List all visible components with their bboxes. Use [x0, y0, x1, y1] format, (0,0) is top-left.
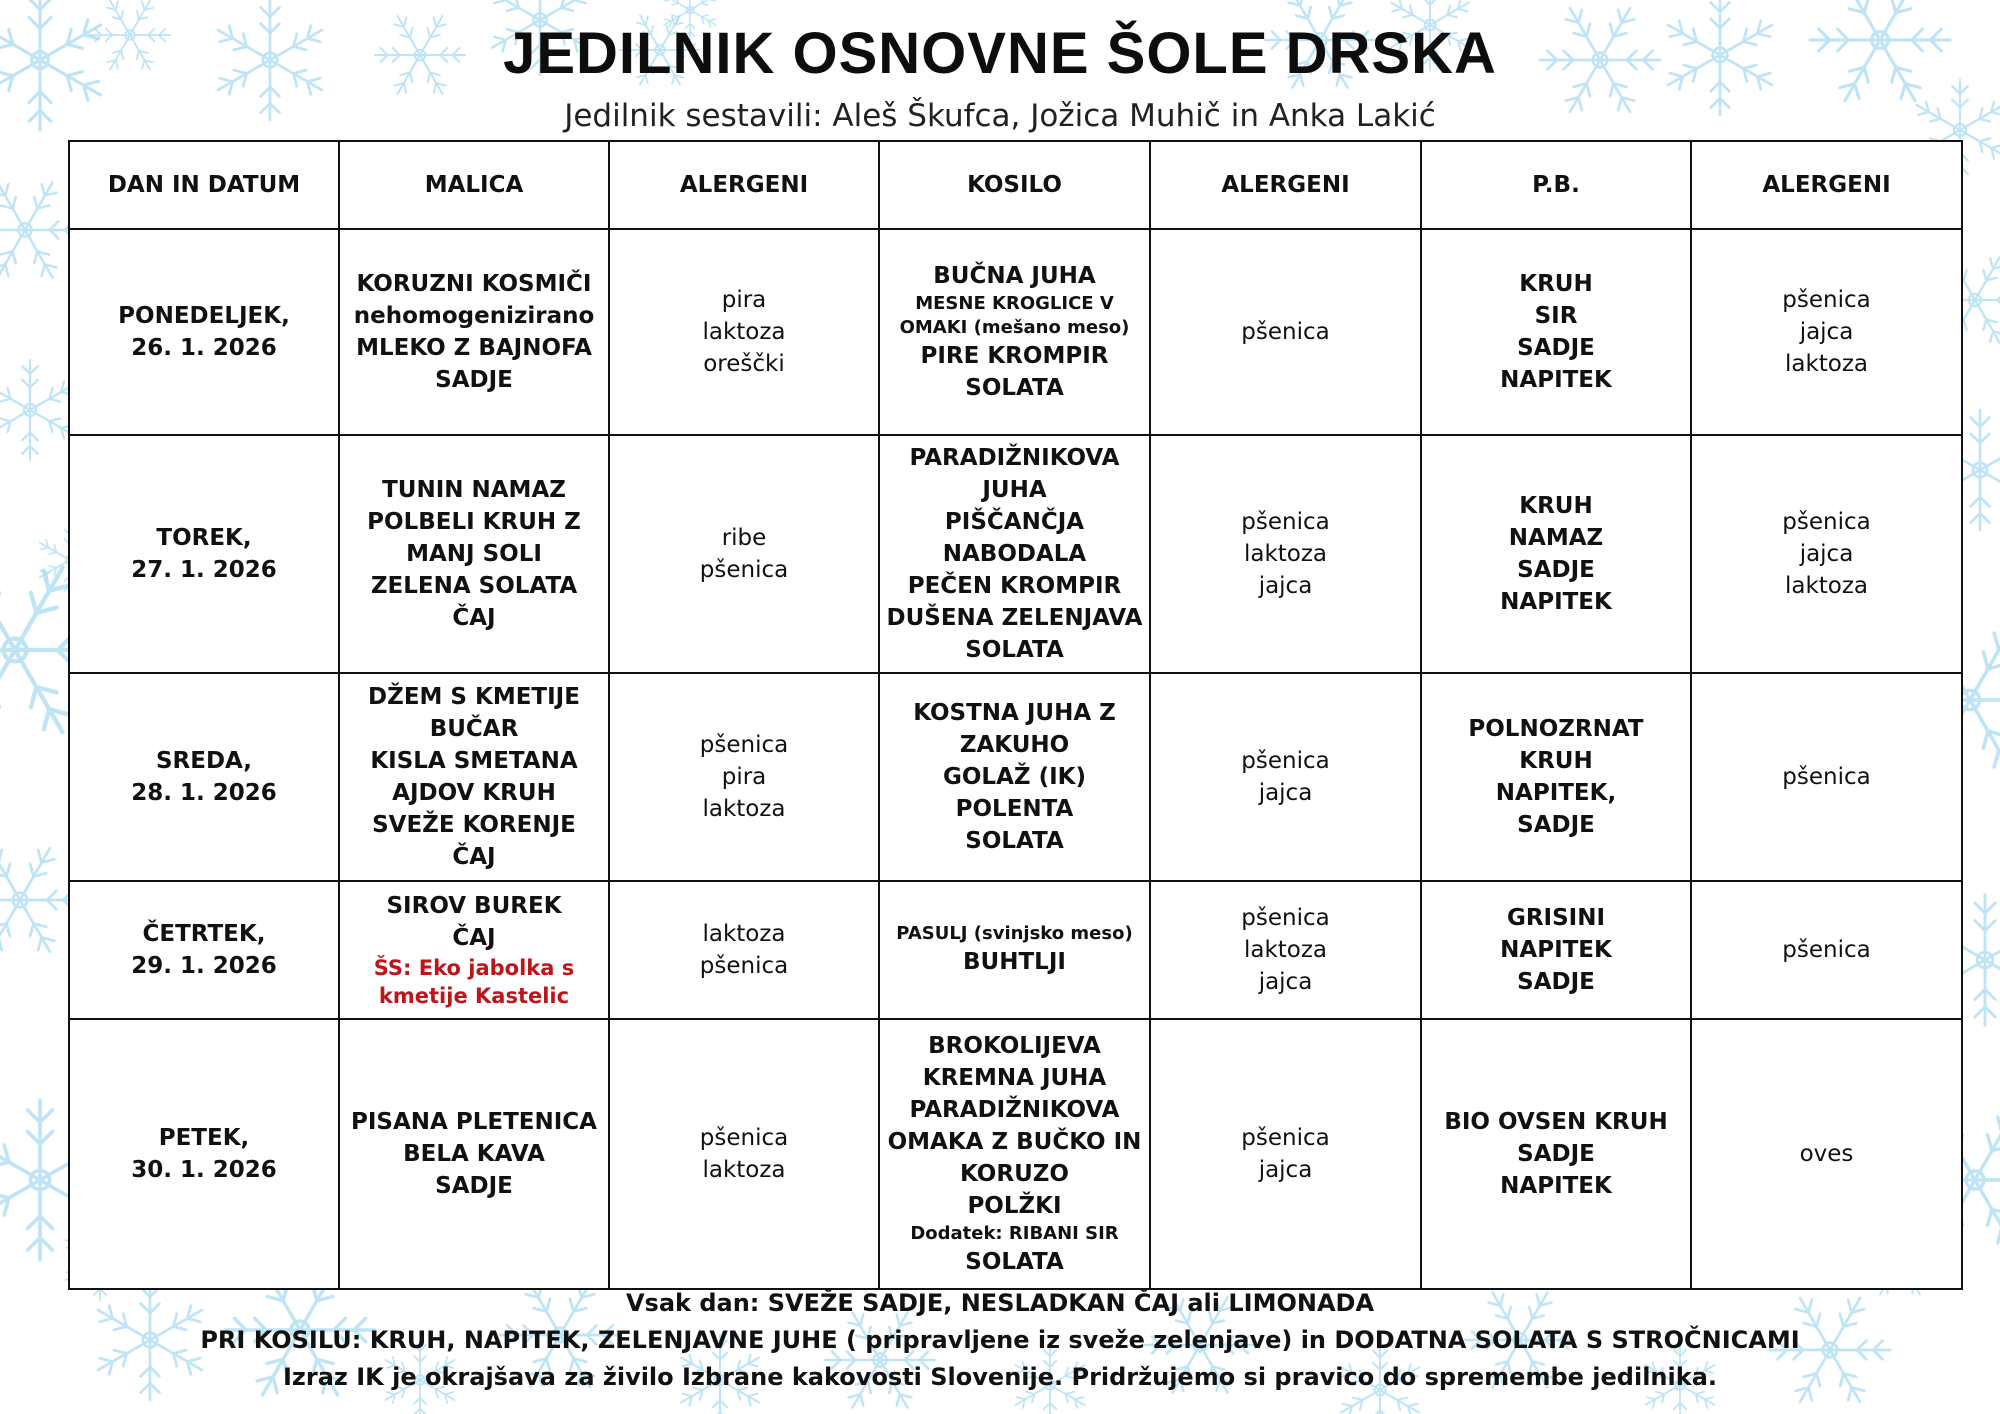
day-cell: [69, 673, 339, 881]
table-row: [69, 673, 1962, 881]
kosilo-item: SOLATA: [965, 828, 1064, 854]
allergen-item: pšenica: [699, 1125, 789, 1151]
kosilo-item: PASULJ (svinjsko meso): [896, 923, 1133, 944]
day-label: 29. 1. 2026: [131, 953, 277, 979]
kosilo-cell: [879, 1019, 1150, 1289]
kosilo-alergeni-cell: [1150, 1019, 1421, 1289]
malica-item: MANJ SOLI: [406, 541, 542, 567]
snowflake-icon: [0, 360, 73, 460]
allergen-item: jajca: [1258, 1157, 1313, 1183]
footer-line-daily: Vsak dan: SVEŽE SADJE, NESLADKAN ČAJ ali LIMONADA: [625, 1289, 1375, 1317]
day-label: 27. 1. 2026: [131, 557, 277, 583]
allergen-item: laktoza: [702, 319, 786, 345]
kosilo-item: DUŠENA ZELENJAVA: [886, 605, 1143, 631]
malica-item: SADJE: [435, 1173, 513, 1199]
allergen-item: jajca: [1799, 541, 1854, 567]
kosilo-item: KOSTNA JUHA Z: [913, 700, 1116, 726]
kosilo-item: PIRE KROMPIR: [920, 343, 1109, 369]
malica-item: ČAJ: [452, 925, 496, 951]
pb-item: SIR: [1534, 303, 1578, 329]
malica-item: SVEŽE KORENJE: [372, 812, 576, 838]
kosilo-cell: [879, 435, 1150, 673]
table-row: [69, 1019, 1962, 1289]
kosilo-item: ZAKUHO: [959, 732, 1070, 758]
day-label: 30. 1. 2026: [131, 1157, 277, 1183]
kosilo-alergeni-cell: [1150, 435, 1421, 673]
pb-item: NAPITEK: [1500, 367, 1612, 393]
column-header-day: DAN IN DATUM: [69, 141, 339, 229]
allergen-item: pšenica: [699, 953, 789, 979]
kosilo-item: OMAKI (mešano meso): [899, 317, 1130, 338]
pb-item: KRUH: [1519, 493, 1593, 519]
kosilo-item: PIŠČANČJA: [944, 509, 1085, 535]
page-subtitle: Jedilnik sestavili: Aleš Škufca, Jožica Muhič in Anka Lakić: [564, 98, 1436, 134]
footer-line-ik: Izraz IK je okrajšava za živilo Izbrane kakovosti Slovenije. Pridržujemo si pravico do spremembe jedilnika.: [282, 1363, 1718, 1391]
day-label: SREDA,: [155, 748, 253, 774]
day-label: PONEDELJEK,: [118, 303, 290, 329]
kosilo-cell: [879, 229, 1150, 435]
allergen-item: jajca: [1258, 573, 1313, 599]
malica-item: AJDOV KRUH: [392, 780, 556, 806]
kosilo-item: KREMNA JUHA: [922, 1065, 1107, 1091]
pb-item: NAPITEK: [1500, 1173, 1612, 1199]
allergen-item: oves: [1799, 1141, 1854, 1167]
kosilo-item: Dodatek: RIBANI SIR: [910, 1223, 1119, 1244]
day-label: PETEK,: [158, 1125, 250, 1151]
allergen-item: pira: [721, 764, 767, 790]
footer-notes: [0, 1285, 2000, 1396]
malica-item: BELA KAVA: [403, 1141, 545, 1167]
table-row: [69, 229, 1962, 435]
malica-item: SIROV BUREK: [386, 893, 562, 919]
allergen-item: jajca: [1258, 780, 1313, 806]
allergen-item: pšenica: [1782, 937, 1871, 963]
header-row: [69, 141, 1962, 229]
day-label: 28. 1. 2026: [131, 780, 277, 806]
kosilo-item: SOLATA: [965, 637, 1064, 663]
malica-cell: [339, 673, 609, 881]
column-header-kosilo: KOSILO: [879, 141, 1150, 229]
allergen-item: laktoza: [702, 921, 786, 947]
malica-note: ŠS: Eko jabolka s: [373, 956, 575, 980]
allergen-item: jajca: [1258, 969, 1313, 995]
allergen-item: laktoza: [1784, 351, 1869, 377]
pb-item: BIO OVSEN KRUH: [1444, 1109, 1668, 1135]
kosilo-item: SOLATA: [965, 375, 1064, 401]
malica-item: ZELENA SOLATA: [370, 573, 578, 599]
allergen-item: pšenica: [1782, 509, 1871, 535]
pb-alergeni-cell: [1691, 881, 1962, 1019]
pb-cell: [1421, 229, 1691, 435]
allergen-item: jajca: [1799, 319, 1854, 345]
malica-item: POLBELI KRUH Z: [367, 509, 581, 535]
menu-table: [68, 140, 1963, 1290]
kosilo-cell: [879, 881, 1150, 1019]
pb-item: KRUH: [1519, 271, 1593, 297]
pb-cell: [1421, 1019, 1691, 1289]
malica-alergeni-cell: [609, 435, 879, 673]
kosilo-item: BUČNA JUHA: [933, 263, 1096, 289]
allergen-item: pšenica: [1782, 287, 1871, 313]
pb-alergeni-cell: [1691, 673, 1962, 881]
pb-item: SADJE: [1517, 812, 1595, 838]
pb-alergeni-cell: [1691, 1019, 1962, 1289]
kosilo-item: BUHTLJI: [963, 949, 1066, 975]
pb-alergeni-cell: [1691, 435, 1962, 673]
pb-cell: [1421, 673, 1691, 881]
pb-item: SADJE: [1517, 1141, 1595, 1167]
pb-cell: [1421, 435, 1691, 673]
allergen-item: pšenica: [1241, 748, 1330, 774]
allergen-item: laktoza: [702, 796, 786, 822]
malica-item: PISANA PLETENICA: [351, 1109, 597, 1135]
malica-item: KISLA SMETANA: [370, 748, 578, 774]
allergen-item: pšenica: [1241, 509, 1330, 535]
allergen-item: ribe: [721, 525, 767, 551]
malica-cell: [339, 435, 609, 673]
column-header-pb: P.B.: [1421, 141, 1691, 229]
allergen-item: pšenica: [699, 732, 789, 758]
kosilo-item: GOLAŽ (IK): [943, 764, 1086, 790]
kosilo-alergeni-cell: [1150, 881, 1421, 1019]
kosilo-item: BROKOLIJEVA: [928, 1033, 1101, 1059]
malica-note: kmetije Kastelic: [378, 984, 570, 1008]
kosilo-item: PARADIŽNIKOVA: [909, 445, 1120, 471]
pb-alergeni-cell: [1691, 229, 1962, 435]
table-row: [69, 881, 1962, 1019]
allergen-item: laktoza: [702, 1157, 786, 1183]
allergen-item: pšenica: [1241, 319, 1330, 345]
kosilo-alergeni-cell: [1150, 229, 1421, 435]
malica-cell: [339, 881, 609, 1019]
allergen-item: oreščki: [703, 351, 785, 377]
allergen-item: laktoza: [1784, 573, 1869, 599]
allergen-item: pšenica: [699, 557, 789, 583]
pb-item: NAPITEK: [1500, 937, 1612, 963]
pb-item: NAPITEK,: [1495, 780, 1617, 806]
allergen-item: pira: [721, 287, 767, 313]
column-header-malica-alergeni: ALERGENI: [609, 141, 879, 229]
pb-item: NAPITEK: [1500, 589, 1612, 615]
footer-line-lunch: PRI KOSILU: KRUH, NAPITEK, ZELENJAVNE JUHE ( pripravljene iz sveže zelenjave) in DODATNA SOLATA S STROČNICAMI: [200, 1326, 1800, 1354]
allergen-item: pšenica: [1241, 1125, 1330, 1151]
pb-item: POLNOZRNAT KRUH: [1468, 716, 1644, 774]
malica-item: SADJE: [435, 367, 513, 393]
kosilo-item: JUHA: [982, 477, 1047, 503]
pb-item: NAMAZ: [1508, 525, 1604, 551]
pb-item: SADJE: [1517, 335, 1595, 361]
malica-item: KORUZNI KOSMIČI: [356, 271, 592, 297]
kosilo-item: PARADIŽNIKOVA: [909, 1097, 1120, 1123]
malica-item: ČAJ: [452, 844, 496, 870]
kosilo-item: POLENTA: [955, 796, 1074, 822]
pb-item: GRISINI: [1506, 905, 1606, 931]
day-label: TOREK,: [156, 525, 252, 551]
malica-item: MLEKO Z BAJNOFA: [356, 335, 592, 361]
page-title: JEDILNIK OSNOVNE ŠOLE DRSKA: [503, 21, 1497, 86]
malica-item: ČAJ: [452, 605, 496, 631]
day-cell: [69, 435, 339, 673]
day-cell: [69, 1019, 339, 1289]
pb-item: SADJE: [1517, 969, 1595, 995]
allergen-item: pšenica: [1782, 764, 1871, 790]
malica-alergeni-cell: [609, 229, 879, 435]
malica-alergeni-cell: [609, 673, 879, 881]
pb-cell: [1421, 881, 1691, 1019]
day-label: ČETRTEK,: [142, 921, 266, 947]
malica-item: nehomogenizirano: [353, 303, 595, 329]
allergen-item: laktoza: [1243, 937, 1328, 963]
malica-cell: [339, 1019, 609, 1289]
kosilo-cell: [879, 673, 1150, 881]
column-header-malica: MALICA: [339, 141, 609, 229]
malica-item: DŽEM S KMETIJE: [368, 684, 580, 710]
column-header-pb-alergeni: ALERGENI: [1691, 141, 1962, 229]
menu-body: [69, 229, 1962, 1289]
malica-alergeni-cell: [609, 1019, 879, 1289]
kosilo-alergeni-cell: [1150, 673, 1421, 881]
malica-item: BUČAR: [429, 716, 519, 742]
kosilo-item: KORUZO: [960, 1161, 1069, 1187]
kosilo-item: NABODALA: [942, 541, 1087, 567]
kosilo-item: POLŽKI: [967, 1193, 1062, 1219]
malica-cell: [339, 229, 609, 435]
allergen-item: pšenica: [1241, 905, 1330, 931]
malica-item: TUNIN NAMAZ: [382, 477, 566, 503]
kosilo-item: OMAKA Z BUČKO IN: [887, 1129, 1142, 1155]
kosilo-item: PEČEN KROMPIR: [907, 573, 1122, 599]
day-cell: [69, 229, 339, 435]
table-row: [69, 435, 1962, 673]
kosilo-item: MESNE KROGLICE V: [915, 293, 1114, 314]
malica-alergeni-cell: [609, 881, 879, 1019]
day-cell: [69, 881, 339, 1019]
allergen-item: laktoza: [1243, 541, 1328, 567]
day-label: 26. 1. 2026: [131, 335, 277, 361]
pb-item: SADJE: [1517, 557, 1595, 583]
kosilo-item: SOLATA: [965, 1249, 1064, 1275]
column-header-kosilo-alergeni: ALERGENI: [1150, 141, 1421, 229]
